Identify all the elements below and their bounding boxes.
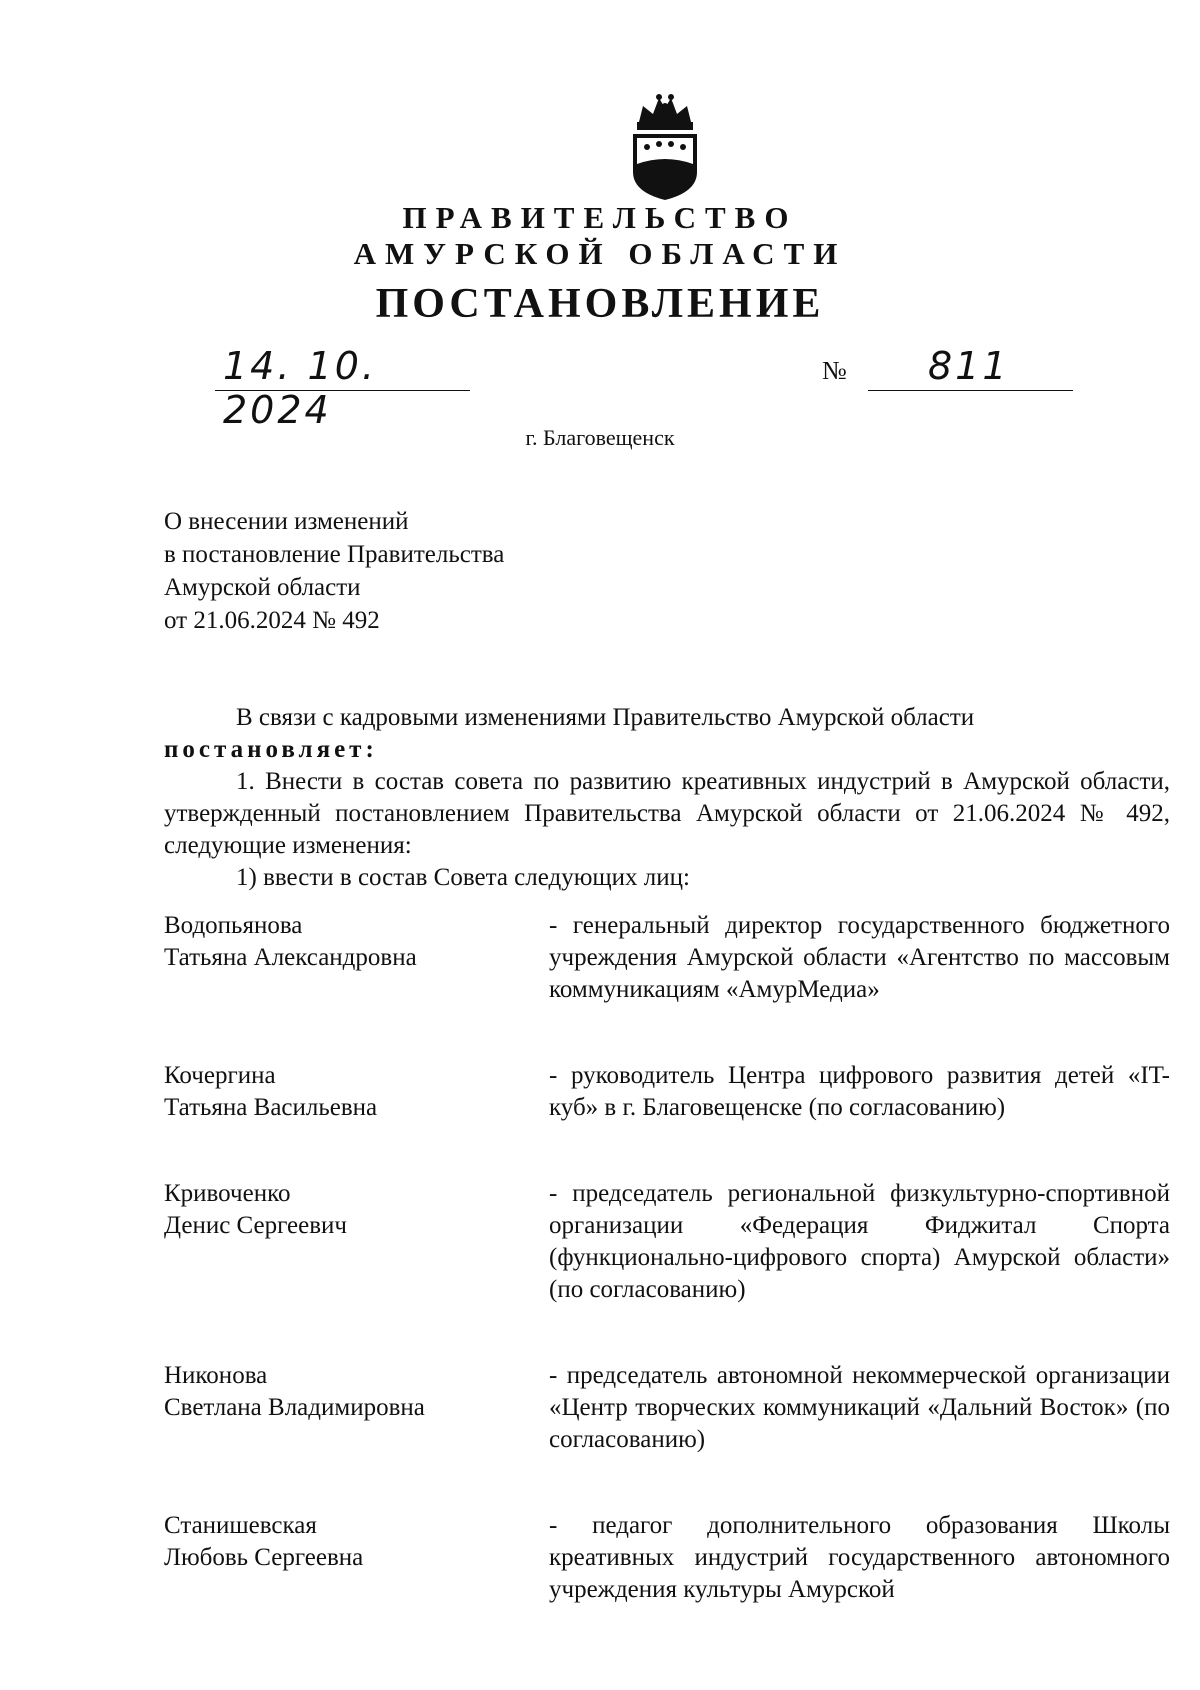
spacer xyxy=(164,1456,1170,1510)
spacer xyxy=(164,1006,1170,1060)
document-type-title: ПОСТАНОВЛЕНИЕ xyxy=(375,281,825,327)
person-name xyxy=(164,1510,549,1606)
list-item xyxy=(164,1060,1170,1124)
list-item xyxy=(164,910,1170,1006)
item-1-1-paragraph: 1) ввести в состав Совета следующих лиц: xyxy=(236,864,690,891)
list-item xyxy=(164,1510,1170,1606)
person-surname: Кривоченко xyxy=(164,1180,291,1207)
list-item xyxy=(164,1178,1170,1306)
person-name xyxy=(164,1178,549,1306)
government-title-line1: ПРАВИТЕЛЬСТВО xyxy=(402,200,798,235)
decree-word: постановляет: xyxy=(164,736,378,763)
subject-line: в постановление Правительства xyxy=(164,541,505,568)
government-title-line2: АМУРСКОЙ ОБЛАСТИ xyxy=(353,236,847,271)
number-label: № xyxy=(822,356,847,385)
person-role: - председатель автономной некоммерческой организации «Центр творческих коммуникаций «Дальний Восток» (по согласованию) xyxy=(549,1362,1170,1453)
intro-paragraph: В связи с кадровыми изменениями Правительство Амурской области xyxy=(236,704,975,731)
person-surname: Никонова xyxy=(164,1362,268,1389)
document-subject xyxy=(164,505,504,637)
person-given-names: Денис Сергеевич xyxy=(164,1212,348,1239)
person-role: - руководитель Центра цифрового развития детей «IT-куб» в г. Благовещенске (по согласованию) xyxy=(549,1062,1170,1121)
person-role: - генеральный директор государственного бюджетного учреждения Амурской области «Агентство по массовым коммуникациям «АмурМедиа» xyxy=(549,912,1170,1003)
handwritten-number: 811 xyxy=(928,344,1010,388)
city-line: г. Благовещенск xyxy=(525,425,675,450)
handwritten-date: 14. 10. 2024 xyxy=(223,344,377,432)
item-1-paragraph: 1. Внести в состав совета по развитию креативных индустрий в Амурской области, утвержденный постановлением Правительства Амурской области от 21.06.2024 № 492, следующие изменения: xyxy=(164,768,1170,859)
person-surname: Водопьянова xyxy=(164,912,303,939)
subject-line: Амурской области xyxy=(164,574,361,601)
person-name xyxy=(164,1360,549,1456)
number-field xyxy=(868,342,1073,391)
subject-line: от 21.06.2024 № 492 xyxy=(164,607,380,634)
person-name xyxy=(164,1060,549,1124)
date-field xyxy=(215,342,470,432)
person-surname: Станишевская xyxy=(164,1512,317,1539)
list-item xyxy=(164,1360,1170,1456)
person-role: - председатель региональной физкультурно-спортивной организации «Федерация Фиджитал Спорта (функционально-цифрового спорта) Амурской области» (по согласованию) xyxy=(549,1180,1170,1303)
spacer xyxy=(164,1124,1170,1178)
document-preamble xyxy=(164,702,1170,894)
person-surname: Кочергина xyxy=(164,1062,276,1089)
coat-of-arms-icon xyxy=(625,92,705,202)
persons-list xyxy=(164,910,1170,1606)
person-role: - педагог дополнительного образования Школы креативных индустрий государственного автономного учреждения культуры Амурской xyxy=(549,1512,1170,1603)
person-given-names: Любовь Сергеевна xyxy=(164,1544,364,1571)
person-name xyxy=(164,910,549,1006)
spacer xyxy=(164,1306,1170,1360)
person-given-names: Светлана Владимировна xyxy=(164,1394,425,1421)
person-given-names: Татьяна Васильевна xyxy=(164,1094,378,1121)
subject-line: О внесении изменений xyxy=(164,508,409,535)
person-given-names: Татьяна Александровна xyxy=(164,944,417,971)
